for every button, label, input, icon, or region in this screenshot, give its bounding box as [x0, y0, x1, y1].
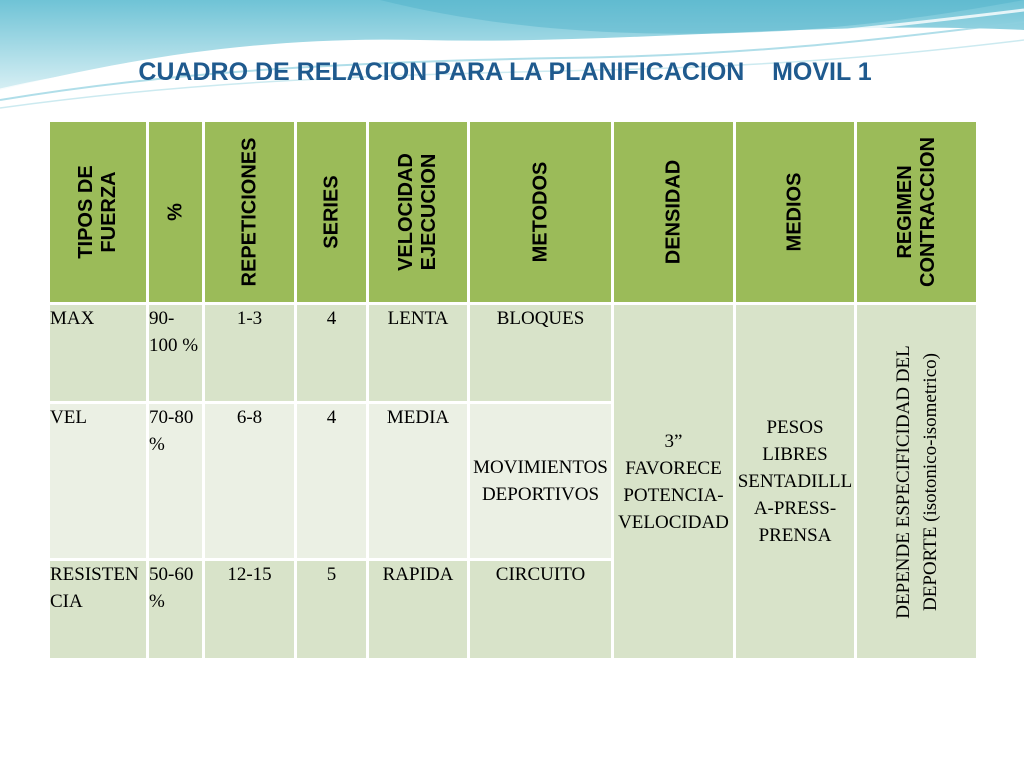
- cell-repeticiones: 6-8: [204, 403, 296, 560]
- cell-regimen: [856, 304, 978, 660]
- cell-metodo: MOVIMIENTOS DEPORTIVOS: [469, 403, 613, 560]
- cell-tipo: VEL: [49, 403, 148, 560]
- header-metodos: METODOS: [469, 121, 613, 304]
- header-densidad: DENSIDAD: [613, 121, 735, 304]
- cell-densidad: 3” FAVORECE POTENCIA-VELOCIDAD: [613, 304, 735, 660]
- cell-series: 4: [296, 403, 368, 560]
- header-tipos-de-fuerza: TIPOS DE FUERZA: [49, 121, 148, 304]
- cell-velocidad: RAPIDA: [368, 560, 469, 660]
- cell-velocidad: LENTA: [368, 304, 469, 403]
- header-regimen-contraccion: REGIMEN CONTRACCION: [856, 121, 978, 304]
- cell-repeticiones: 12-15: [204, 560, 296, 660]
- table-row-max: [49, 304, 978, 403]
- cell-series: 4: [296, 304, 368, 403]
- header-porcentaje: %: [148, 121, 204, 304]
- cell-repeticiones: 1-3: [204, 304, 296, 403]
- cell-medios: PESOS LIBRES SENTADILLLA-PRESS-PRENSA: [735, 304, 856, 660]
- header-medios: MEDIOS: [735, 121, 856, 304]
- header-row: [49, 121, 978, 304]
- cell-velocidad: MEDIA: [368, 403, 469, 560]
- cell-porcentaje: 70-80 %: [148, 403, 204, 560]
- cell-metodo: CIRCUITO: [469, 560, 613, 660]
- cell-tipo: MAX: [49, 304, 148, 403]
- cell-porcentaje: 50-60 %: [148, 560, 204, 660]
- header-series: SERIES: [296, 121, 368, 304]
- slide-title: CUADRO DE RELACION PARA LA PLANIFICACION MOVIL 1: [138, 58, 872, 86]
- cell-series: 5: [296, 560, 368, 660]
- planning-table: [47, 119, 979, 661]
- cell-porcentaje: 90-100 %: [148, 304, 204, 403]
- regimen-text: DEPENDE ESPECIFICIDAD DEL DEPORTE (isotonico-isometrico): [892, 344, 941, 619]
- header-repeticiones: REPETICIONES: [204, 121, 296, 304]
- header-velocidad-ejecucion: VELOCIDAD EJECUCION: [368, 121, 469, 304]
- cell-metodo: BLOQUES: [469, 304, 613, 403]
- cell-tipo: RESISTENCIA: [49, 560, 148, 660]
